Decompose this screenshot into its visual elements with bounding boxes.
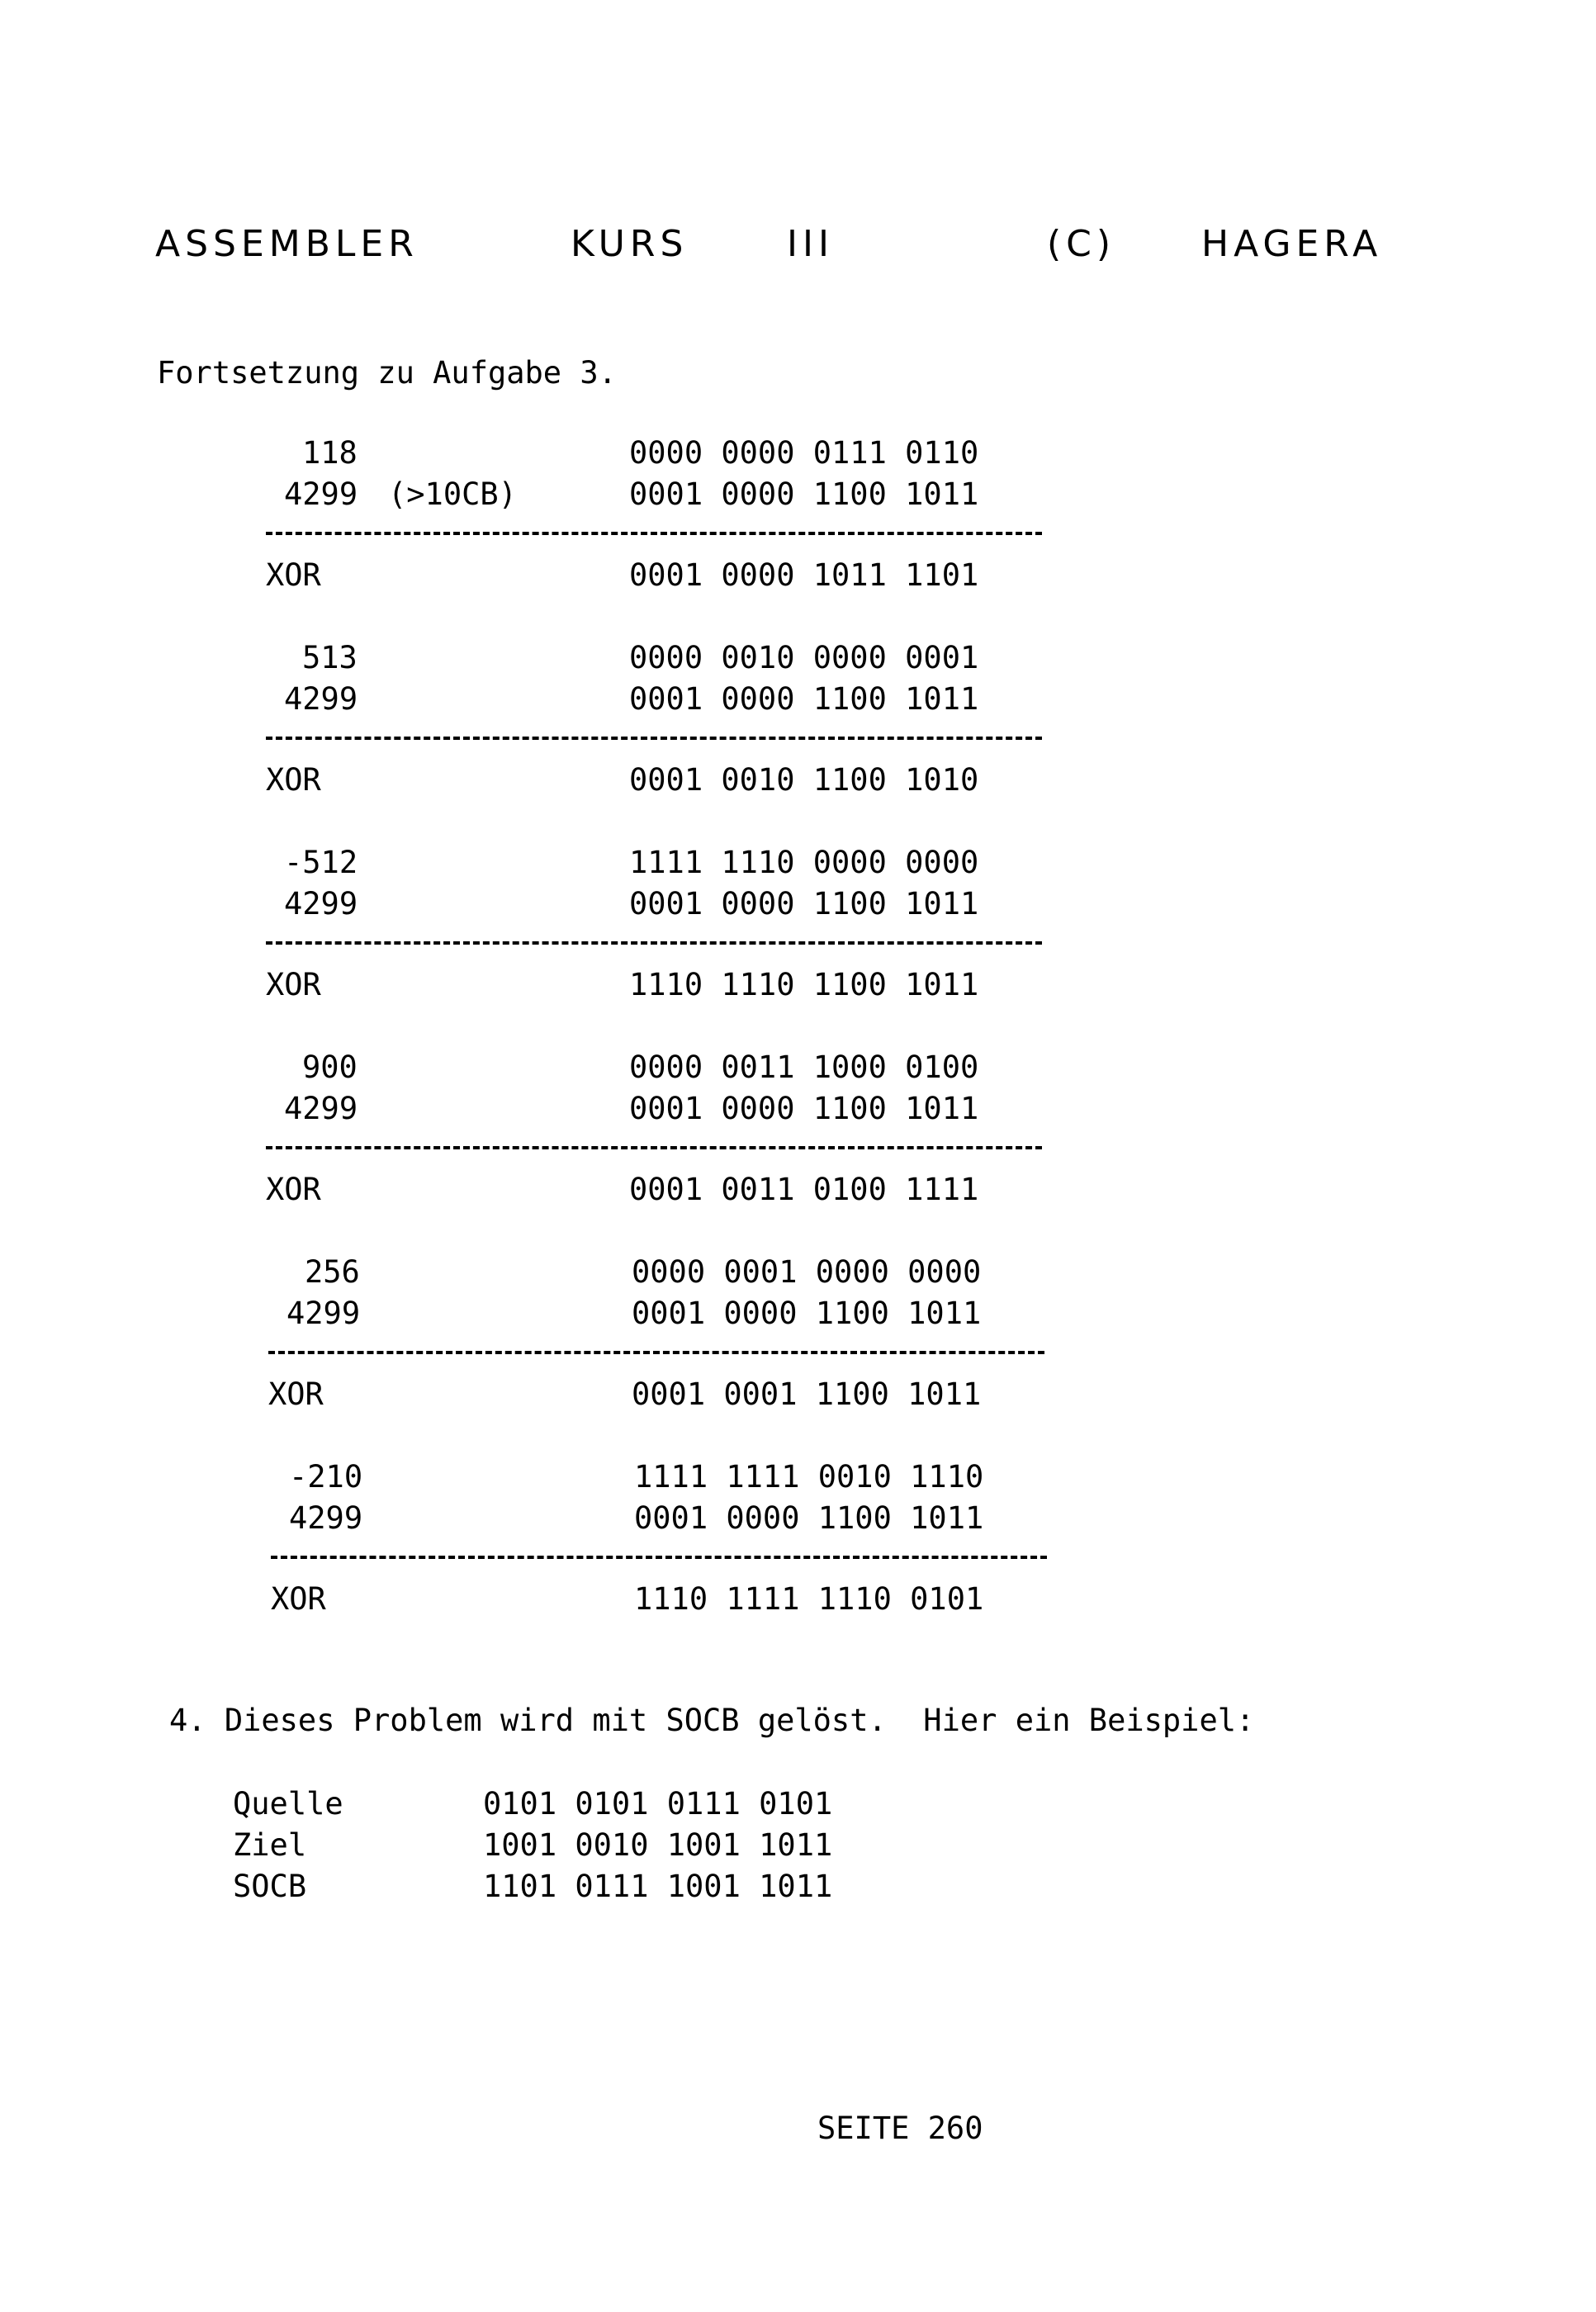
operation-label: XOR	[266, 1172, 321, 1207]
calc-block-6	[271, 1458, 984, 1671]
operand-a-label: -210	[289, 1459, 363, 1495]
separator-line	[266, 1146, 1042, 1149]
header-copyright: (C)	[1047, 223, 1116, 265]
operand-b-label: 4299	[289, 1500, 363, 1536]
operation-label: XOR	[266, 967, 321, 1002]
operation-label: XOR	[266, 762, 321, 798]
operand-b-hex-note: (>10CB)	[388, 476, 517, 512]
header-course: KURS	[571, 223, 689, 265]
operand-b-binary: 0001 0000 1100 1011	[629, 476, 979, 512]
result-binary: 0001 0011 0100 1111	[629, 1172, 979, 1207]
result-binary: 0001 0010 1100 1010	[629, 762, 979, 798]
result-binary: 0001 0000 1011 1101	[629, 557, 979, 593]
header-title: ASSEMBLER	[155, 223, 419, 265]
calc-block-5	[268, 1253, 982, 1466]
operand-a-label: 118	[302, 435, 358, 471]
calc-block-2	[266, 639, 979, 852]
result-binary: 0001 0001 1100 1011	[632, 1376, 982, 1412]
separator-line	[266, 532, 1042, 535]
task-4-text: 4. Dieses Problem wird mit SOCB gelöst. Hier ein Beispiel:	[169, 1703, 1255, 1738]
operand-b-binary: 0001 0000 1100 1011	[632, 1296, 982, 1331]
page-header	[155, 223, 1452, 272]
calc-block-4	[266, 1049, 979, 1262]
separator-line	[266, 941, 1042, 945]
separator-line	[271, 1556, 1047, 1559]
operand-a-binary: 1111 1110 0000 0000	[629, 845, 979, 880]
operand-b-binary: 0001 0000 1100 1011	[629, 681, 979, 717]
operand-b-label: 4299	[284, 1091, 358, 1126]
intro-text: Fortsetzung zu Aufgabe 3.	[157, 355, 617, 391]
operand-a-label: 900	[302, 1049, 358, 1085]
example-label: SOCB	[233, 1869, 307, 1904]
example-binary: 1101 0111 1001 1011	[483, 1869, 833, 1904]
example-label: Ziel	[233, 1827, 307, 1863]
result-binary: 1110 1110 1100 1011	[629, 967, 979, 1002]
operand-b-binary: 0001 0000 1100 1011	[629, 886, 979, 921]
header-author: HAGERA	[1201, 223, 1383, 265]
operation-label: XOR	[266, 557, 321, 593]
operation-label: XOR	[268, 1376, 324, 1412]
operand-a-label: -512	[284, 845, 358, 880]
operand-a-binary: 0000 0011 1000 0100	[629, 1049, 979, 1085]
operand-b-binary: 0001 0000 1100 1011	[629, 1091, 979, 1126]
separator-line	[266, 737, 1042, 740]
calc-block-1	[266, 434, 979, 647]
result-binary: 1110 1111 1110 0101	[634, 1581, 984, 1617]
calc-block-3	[266, 844, 979, 1057]
operation-label: XOR	[271, 1581, 326, 1617]
separator-line	[268, 1351, 1044, 1354]
operand-a-binary: 0000 0001 0000 0000	[632, 1254, 982, 1290]
operand-b-label: 4299	[284, 886, 358, 921]
operand-a-binary: 0000 0000 0111 0110	[629, 435, 979, 471]
operand-a-label: 513	[302, 640, 358, 675]
operand-a-label: 256	[305, 1254, 360, 1290]
operand-b-label: 4299	[284, 681, 358, 717]
page-number: SEITE 260	[817, 2111, 983, 2146]
header-volume: III	[787, 223, 834, 265]
example-label: Quelle	[233, 1786, 343, 1822]
operand-b-binary: 0001 0000 1100 1011	[634, 1500, 984, 1536]
example-binary: 0101 0101 0111 0101	[483, 1786, 833, 1822]
socb-example	[233, 1784, 833, 1961]
example-binary: 1001 0010 1001 1011	[483, 1827, 833, 1863]
operand-a-binary: 1111 1111 0010 1110	[634, 1459, 984, 1495]
operand-a-binary: 0000 0010 0000 0001	[629, 640, 979, 675]
operand-b-label: 4299	[287, 1296, 361, 1331]
operand-b-label: 4299	[284, 476, 358, 512]
